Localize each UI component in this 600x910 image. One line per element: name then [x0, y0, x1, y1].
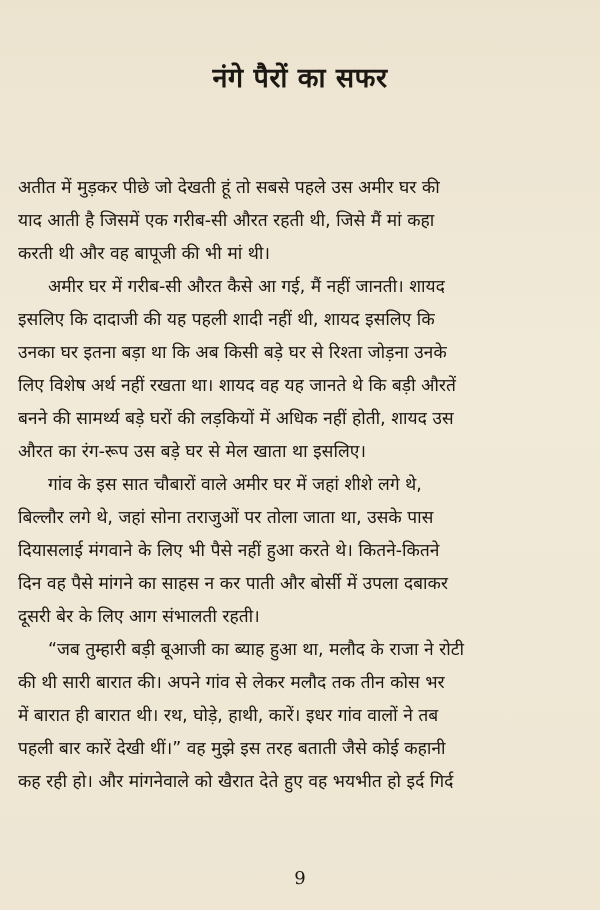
text-line: में बारात ही बारात थी। रथ, घोड़े, हाथी, कारें। इधर गांव वालों ने तब — [18, 706, 439, 726]
text-line: अमीर घर में गरीब-सी औरत कैसे आ गई, मैं नहीं जानती। शायद — [48, 277, 445, 297]
page-number: 9 — [294, 868, 306, 889]
text-line: इसलिए कि दादाजी की यह पहली शादी नहीं थी, शायद इसलिए कि — [18, 310, 435, 330]
text-line: उनका घर इतना बड़ा था कि अब किसी बड़े घर से रिश्ता जोड़ना उनके — [18, 343, 447, 363]
text-line: बनने की सामर्थ्य बड़े घरों की लड़कियों में अधिक नहीं होती, शायद उस — [18, 409, 454, 429]
text-line: दूसरी बेर के लिए आग संभालती रहती। — [18, 607, 260, 627]
text-line: की थी सारी बारात की। अपने गांव से लेकर मलौद तक तीन कोस भर — [18, 673, 445, 693]
text-line: अतीत में मुड़कर पीछे जो देखती हूं तो सबसे पहले उस अमीर घर की — [18, 178, 440, 198]
text-line: करती थी और वह बापूजी की भी मां थी। — [18, 244, 270, 264]
text-line: पहली बार कारें देखी थीं।” वह मुझे इस तरह बताती जैसे कोई कहानी — [18, 739, 446, 759]
chapter-title: नंगे पैरों का सफर — [212, 63, 388, 94]
text-line: याद आती है जिसमें एक गरीब-सी औरत रहती थी, जिसे मैं मां कहा — [18, 211, 435, 231]
text-line: औरत का रंग-रूप उस बड़े घर से मेल खाता था इसलिए। — [18, 442, 366, 462]
text-line: दियासलाई मंगवाने के लिए भी पैसे नहीं हुआ करते थे। कितने-कितने — [18, 541, 440, 561]
text-line: “जब तुम्हारी बड़ी बूआजी का ब्याह हुआ था, मलौद के राजा ने रोटी — [48, 640, 465, 660]
text-line: लिए विशेष अर्थ नहीं रखता था। शायद वह यह जानते थे कि बड़ी औरतें — [18, 376, 456, 396]
text-line: गांव के इस सात चौबारों वाले अमीर घर में जहां शीशे लगे थे, — [48, 475, 422, 495]
body-text — [18, 172, 582, 799]
text-line: दिन वह पैसे मांगने का साहस न कर पाती और बोर्सी में उपला दबाकर — [18, 574, 449, 594]
text-line: कह रही हो। और मांगनेवाले को खैरात देते हुए वह भयभीत हो इर्द गिर्द — [18, 772, 454, 792]
text-line: बिल्लौर लगे थे, जहां सोना तराजुओं पर तोला जाता था, उसके पास — [18, 508, 434, 528]
